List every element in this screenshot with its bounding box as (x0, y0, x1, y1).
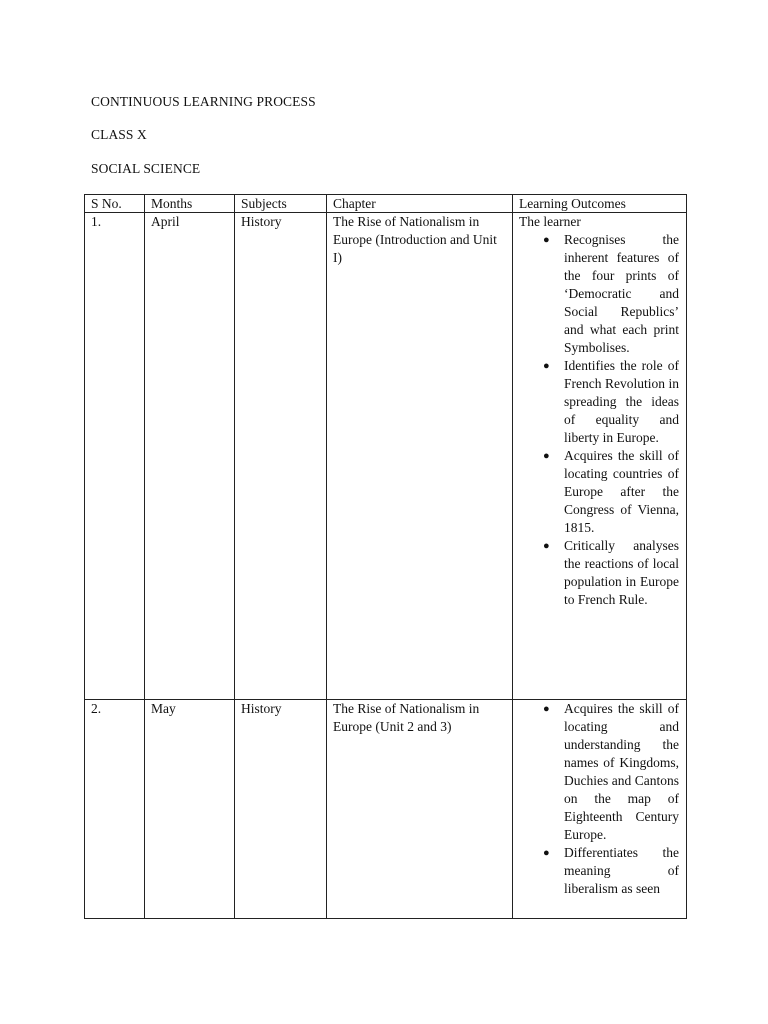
outcome-text: Acquires the skill of locating countries of Europe after the Congress of Vienna, 1815. (564, 448, 679, 535)
table-row (85, 213, 687, 700)
outcomes-intro: The learner (519, 214, 581, 229)
header-learning-outcomes: Learning Outcomes (513, 195, 687, 213)
outcomes-list (519, 231, 680, 609)
bullet-icon: ● (543, 450, 550, 462)
list-item (543, 357, 680, 447)
cell-sno: 1. (85, 213, 145, 700)
list-item (543, 231, 680, 357)
list-item (543, 447, 680, 537)
outcome-text: Identifies the role of French Revolution in spreading the ideas of equality and liberty in Europe. (564, 358, 679, 445)
cell-sno: 2. (85, 700, 145, 919)
list-item (543, 844, 680, 898)
header-chapter: Chapter (327, 195, 513, 213)
list-item (543, 537, 680, 609)
header-subjects: Subjects (235, 195, 327, 213)
cell-learning-outcomes (513, 213, 687, 700)
outcome-text: Critically analyses the reactions of local population in Europe to French Rule. (564, 538, 679, 607)
bullet-icon: ● (543, 540, 550, 552)
cell-learning-outcomes (513, 700, 687, 919)
cell-month: April (145, 213, 235, 700)
cell-chapter: The Rise of Nationalism in Europe (Unit 2 and 3) (327, 700, 513, 919)
bullet-icon: ● (543, 360, 550, 372)
cell-month: May (145, 700, 235, 919)
header-months: Months (145, 195, 235, 213)
outcomes-list (519, 700, 680, 898)
learning-plan-table (84, 194, 687, 919)
header-sno: S No. (85, 195, 145, 213)
list-item (543, 700, 680, 844)
subject-label: SOCIAL SCIENCE (91, 161, 201, 176)
outcome-text: Recognises the inherent features of the four prints of ‘Democratic and Social Republics’ and what each print Symbolises. (564, 232, 679, 355)
document-title: CONTINUOUS LEARNING PROCESS (91, 94, 316, 109)
bullet-icon: ● (543, 234, 550, 246)
bullet-icon: ● (543, 847, 550, 859)
outcome-text: Differentiates the meaning of liberalism as seen (564, 845, 679, 896)
bullet-icon: ● (543, 703, 550, 715)
cell-subject: History (235, 700, 327, 919)
cell-subject: History (235, 213, 327, 700)
table-row (85, 700, 687, 919)
cell-chapter: The Rise of Nationalism in Europe (Introduction and Unit I) (327, 213, 513, 700)
table-header-row (85, 195, 687, 213)
outcome-text: Acquires the skill of locating and understanding the names of Kingdoms, Duchies and Cantons on the map of Eighteenth Century Europe. (564, 701, 679, 842)
class-label: CLASS X (91, 127, 147, 142)
